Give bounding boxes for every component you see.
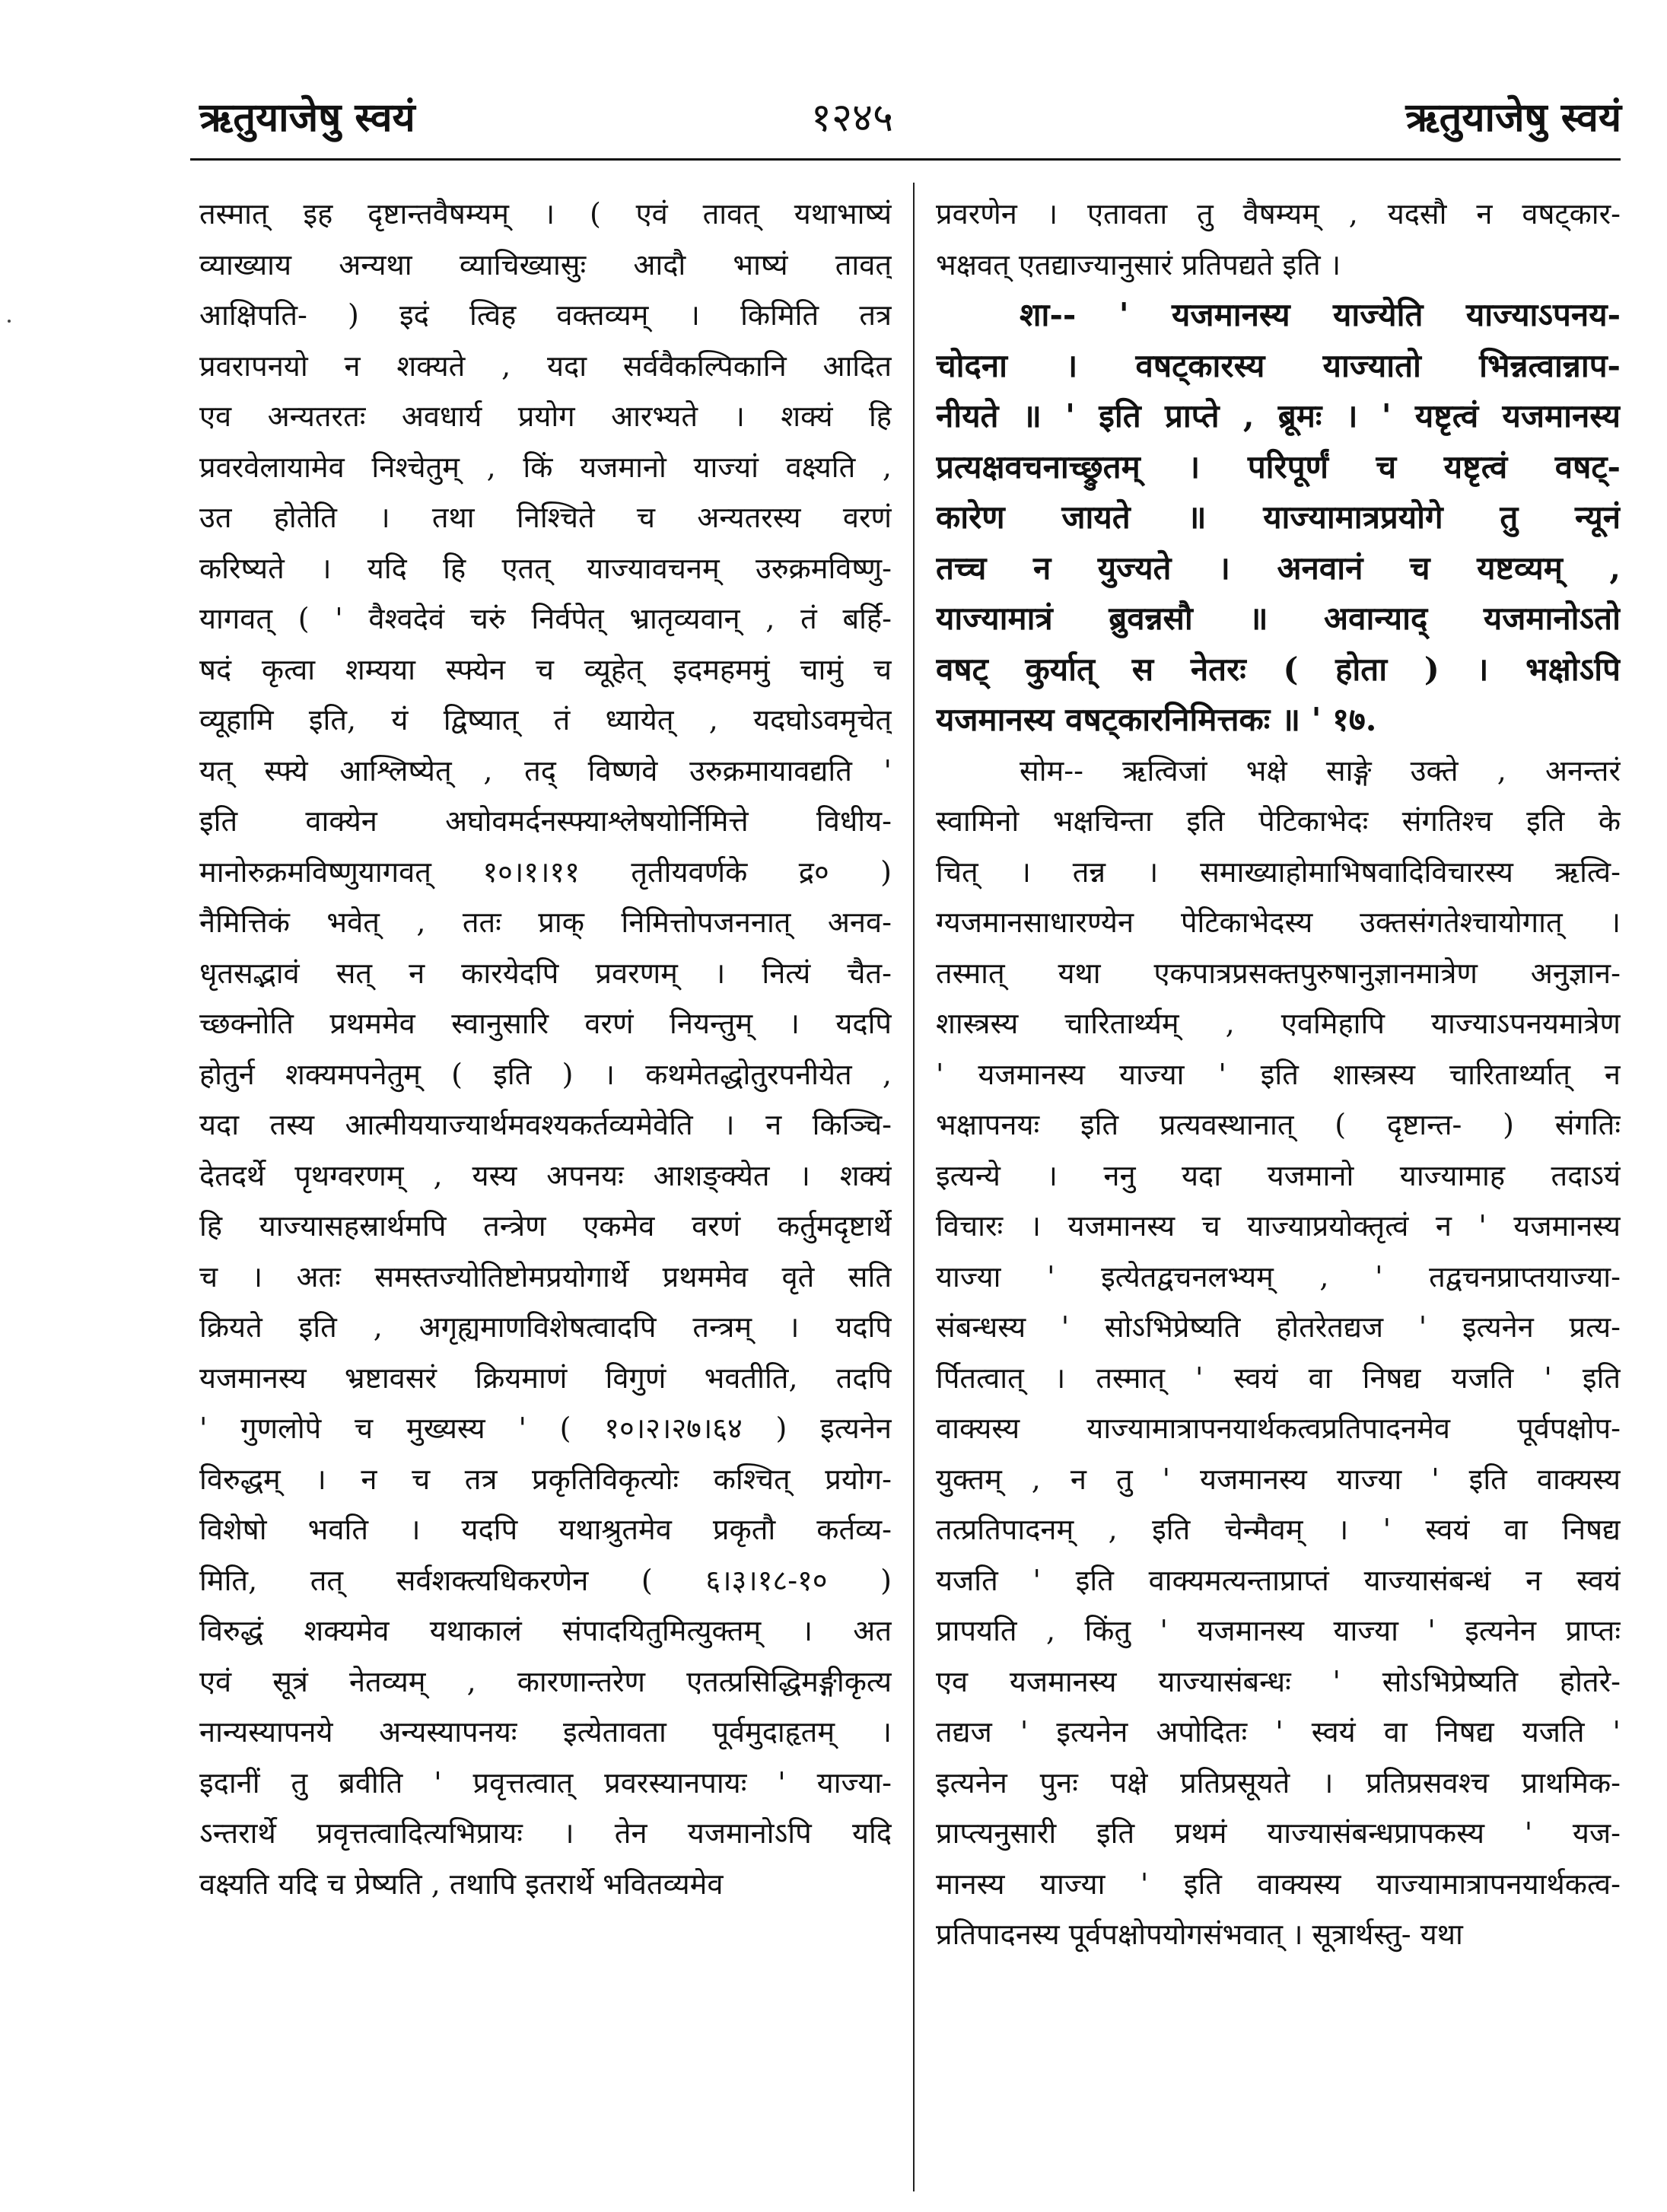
text-line: भक्षापनयः इति प्रत्यवस्थानात् ( दृष्टान्त- ) संगतिः bbox=[936, 1108, 1621, 1141]
text-line: संबन्धस्य ' सोऽभिप्रेष्यति होतरेतद्यज ' इत्यनेन प्रत्य- bbox=[936, 1310, 1621, 1344]
text-line: एवं सूत्रं नेतव्यम् , कारणान्तरेण एतत्प्रसिद्धिमङ्गीकृत्य bbox=[199, 1664, 892, 1698]
text-line: ऽन्तरार्थे प्रवृत्तत्वादित्यभिप्रायः । तेन यजमानोऽपि यदि bbox=[199, 1816, 892, 1850]
text-line: ' गुणलोपे च मुख्यस्य ' ( १०।२।२७।६४ ) इत्यनेन bbox=[199, 1412, 892, 1445]
verse-line: चोदना । वषट्कारस्य याज्यातो भिन्नत्वान्नाप- bbox=[936, 346, 1621, 384]
left-column bbox=[199, 189, 892, 1909]
verse-line: प्रत्यक्षवचनाच्छ्रुतम् । परिपूर्णं च यष्टृत्वं वषट्- bbox=[936, 447, 1621, 485]
margin-speck bbox=[8, 320, 11, 323]
text-line: होतुर्न शक्यमपनेतुम् ( इति ) । कथमेतद्धोतुरपनीयेत , bbox=[199, 1057, 892, 1091]
text-line: व्यूहामि इति, यं द्विष्यात् तं ध्यायेत् , यदघोऽवमृचेत् bbox=[199, 703, 892, 737]
text-line: हि याज्यासहस्रार्थमपि तन्त्रेण एकमेव वरणं कर्तुमदृष्टार्थे bbox=[199, 1209, 892, 1243]
verse-line: कारेण जायते ॥ याज्यामात्रप्रयोगे तु न्यूनं bbox=[936, 498, 1621, 536]
verse-line: तच्च न युज्यते । अनवानं च यष्टव्यम् , bbox=[936, 549, 1621, 587]
text-line: प्रवरणेन । एतावता तु वैषम्यम् , यदसौ न वषट्कार- bbox=[936, 197, 1621, 231]
verse-line: यजमानस्य वषट्कारनिमित्तकः ॥ ' १७. bbox=[936, 701, 1377, 738]
page-number: १२४५ bbox=[810, 95, 894, 141]
text-line: र्पितत्वात् । तस्मात् ' स्वयं वा निषद्य यजति ' इति bbox=[936, 1361, 1621, 1395]
running-header-left: ऋतुयाजेषु स्वयं bbox=[199, 94, 415, 141]
text-line: प्राप्त्यनुसारी इति प्रथमं याज्यासंबन्धप्रापकस्य ' यज- bbox=[936, 1816, 1621, 1850]
verse-line: नीयते ॥ ' इति प्राप्ते , ब्रूमः । ' यष्टृत्वं यजमानस्य bbox=[936, 397, 1621, 434]
text-line: यजति ' इति वाक्यमत्यन्ताप्राप्तं याज्यासंबन्धं न स्वयं bbox=[936, 1563, 1621, 1597]
column-divider bbox=[913, 183, 915, 2191]
text-line: चित् । तन्न । समाख्याहोमाभिषवादिविचारस्य ऋत्वि- bbox=[936, 855, 1621, 889]
text-line: तस्मात् यथा एकपात्रप्रसक्तपुरुषानुज्ञानमात्रेण अनुज्ञान- bbox=[936, 956, 1621, 990]
text-line: देतदर्थे पृथग्वरणम् , यस्य अपनयः आशङ्क्येत । शक्यं bbox=[199, 1158, 892, 1192]
text-line: विरुद्धम् । न च तत्र प्रकृतिविकृत्योः कश्चित् प्रयोग- bbox=[199, 1462, 892, 1496]
text-line: इति वाक्येन अघोवमर्दनस्फ्याश्लेषयोर्निमित्ते विधीय- bbox=[199, 804, 892, 838]
text-line: तस्मात् इह दृष्टान्तवैषम्यम् । ( एवं तावत् यथाभाष्यं bbox=[199, 197, 892, 231]
text-line: इत्यन्ये । ननु यदा यजमानो याज्यामाह तदाऽयं bbox=[936, 1158, 1621, 1192]
text-line: प्रतिपादनस्य पूर्वपक्षोपयोगसंभवात् । सूत्रार्थस्तु- यथा bbox=[936, 1918, 1463, 1951]
text-line: मानस्य याज्या ' इति वाक्यस्य याज्यामात्रापनयार्थकत्व- bbox=[936, 1867, 1621, 1901]
text-line: युक्तम् , न तु ' यजमानस्य याज्या ' इति वाक्यस्य bbox=[936, 1462, 1621, 1496]
text-line: च्छक्नोति प्रथममेव स्वानुसारि वरणं नियन्तुम् । यदपि bbox=[199, 1007, 892, 1040]
text-line: व्याख्याय अन्यथा व्याचिख्यासुः आदौ भाष्यं तावत् bbox=[199, 247, 892, 282]
text-line: नैमित्तिकं भवेत् , ततः प्राक् निमित्तोपजननात् अनव- bbox=[199, 905, 892, 939]
text-line: भक्षवत् एतद्याज्यानुसारं प्रतिपद्यते इति । bbox=[936, 247, 1341, 282]
text-line: यदा तस्य आत्मीययाज्यार्थमवश्यकर्तव्यमेवेति । न किञ्चि- bbox=[199, 1108, 892, 1141]
text-line: प्रवरवेलायामेव निश्चेतुम् , किं यजमानो याज्यां वक्ष्यति , bbox=[199, 450, 892, 484]
text-line: आक्षिपति- ) इदं त्विह वक्तव्यम् । किमिति तत्र bbox=[199, 298, 892, 332]
text-line: क्रियते इति , अगृह्यमाणविशेषत्वादपि तन्त्रम् । यदपि bbox=[199, 1310, 892, 1344]
text-line: इदानीं तु ब्रवीति ' प्रवृत्तत्वात् प्रवरस्यानपायः ' याज्या- bbox=[199, 1765, 892, 1800]
text-line: तद्यज ' इत्यनेन अपोदितः ' स्वयं वा निषद्य यजति ' bbox=[936, 1715, 1621, 1749]
right-column bbox=[936, 189, 1621, 1960]
text-line: नान्यस्यापनये अन्यस्यापनयः इत्येतावता पूर्वमुदाहृतम् । bbox=[199, 1715, 892, 1749]
header-rule bbox=[190, 158, 1621, 161]
text-line: यागवत् ( ' वैश्वदेवं चरुं निर्वपेत् भ्रातृव्यवान् , तं बर्हि- bbox=[199, 602, 892, 635]
text-line: विचारः । यजमानस्य च याज्याप्रयोक्तृत्वं न ' यजमानस्य bbox=[936, 1209, 1621, 1243]
text-line: धृतसद्भावं सत् न कारयेदपि प्रवरणम् । नित्यं चैत- bbox=[199, 956, 892, 990]
text-line: यजमानस्य भ्रष्टावसरं क्रियमाणं विगुणं भवतीति, तदपि bbox=[199, 1361, 892, 1395]
text-line: प्रवरापनयो न शक्यते , यदा सर्ववैकल्पिकानि आदित bbox=[199, 349, 892, 383]
text-line: करिष्यते । यदि हि एतत् याज्यावचनम् उरुक्रमविष्णु- bbox=[199, 551, 892, 585]
text-line: प्रापयति , किंतु ' यजमानस्य याज्या ' इत्यनेन प्राप्तः bbox=[936, 1614, 1621, 1647]
text-line: षदं कृत्वा शम्यया स्फ्येन च व्यूहेत् इदमहममुं चामुं च bbox=[199, 652, 892, 686]
text-line: यत् स्फ्ये आश्लिष्येत् , तद् विष्णवे उरुक्रमायावद्यति ' bbox=[199, 753, 892, 788]
text-line: एव अन्यतरतः अवधार्य प्रयोग आरभ्यते । शक्यं हि bbox=[199, 399, 892, 433]
text-line: तत्प्रतिपादनम् , इति चेन्मैवम् । ' स्वयं वा निषद्य bbox=[936, 1513, 1621, 1546]
text-line: सोम-- ऋत्विजां भक्षे साङ्गे उक्ते , अनन्तरं bbox=[1020, 753, 1621, 788]
text-line: वक्ष्यति यदि च प्रेष्यति , तथापि इतरार्थे भवितव्यमेव bbox=[199, 1867, 724, 1901]
text-line: उत होतेति । तथा निश्चिते च अन्यतरस्य वरणं bbox=[199, 501, 892, 534]
text-line: च । अतः समस्तज्योतिष्टोमप्रयोगार्थे प्रथममेव वृते सति bbox=[199, 1259, 892, 1294]
text-line: एव यजमानस्य याज्यासंबन्धः ' सोऽभिप्रेष्यति होतरे- bbox=[936, 1664, 1621, 1698]
text-line: विशेषो भवति । यदपि यथाश्रुतमेव प्रकृतौ कर्तव्य- bbox=[199, 1513, 892, 1546]
text-line: ग्यजमानसाधारण्येन पेटिकाभेदस्य उक्तसंगतेश्चायोगात् । bbox=[936, 905, 1621, 939]
text-line: मिति, तत् सर्वशक्त्यधिकरणेन ( ६।३।१८-१० ) bbox=[199, 1563, 892, 1597]
text-line: स्वामिनो भक्षचिन्ता इति पेटिकाभेदः संगतिश्च इति के bbox=[936, 804, 1621, 838]
text-line: इत्यनेन पुनः पक्षे प्रतिप्रसूयते । प्रतिप्रसवश्च प्राथमिक- bbox=[936, 1765, 1621, 1800]
text-line: ' यजमानस्य याज्या ' इति शास्त्रस्य चारितार्थ्यात् न bbox=[936, 1057, 1621, 1091]
text-line: याज्या ' इत्येतद्वचनलभ्यम् , ' तद्वचनप्राप्तयाज्या- bbox=[936, 1259, 1621, 1294]
verse-line: वषट् कुर्यात् स नेतरः ( होता ) । भक्षोऽपि bbox=[936, 650, 1621, 688]
text-line: मानोरुक्रमविष्णुयागवत् १०।१।११ तृतीयवर्णके द्र० ) bbox=[199, 855, 892, 889]
text-line: शास्त्रस्य चारितार्थ्यम् , एवमिहापि याज्याऽपनयमात्रेण bbox=[936, 1007, 1621, 1040]
verse-line: शा-- ' यजमानस्य याज्येति याज्याऽपनय- bbox=[1020, 296, 1621, 333]
running-header-right: ऋतुयाजेषु स्वयं bbox=[1405, 94, 1621, 141]
verse-line: याज्यामात्रं ब्रुवन्नसौ ॥ अवान्याद् यजमानोऽतो bbox=[936, 600, 1621, 637]
text-line: विरुद्धं शक्यमेव यथाकालं संपादयितुमित्युक्तम् । अत bbox=[199, 1614, 892, 1647]
text-line: वाक्यस्य याज्यामात्रापनयार्थकत्वप्रतिपादनमेव पूर्वपक्षोप- bbox=[936, 1412, 1621, 1445]
